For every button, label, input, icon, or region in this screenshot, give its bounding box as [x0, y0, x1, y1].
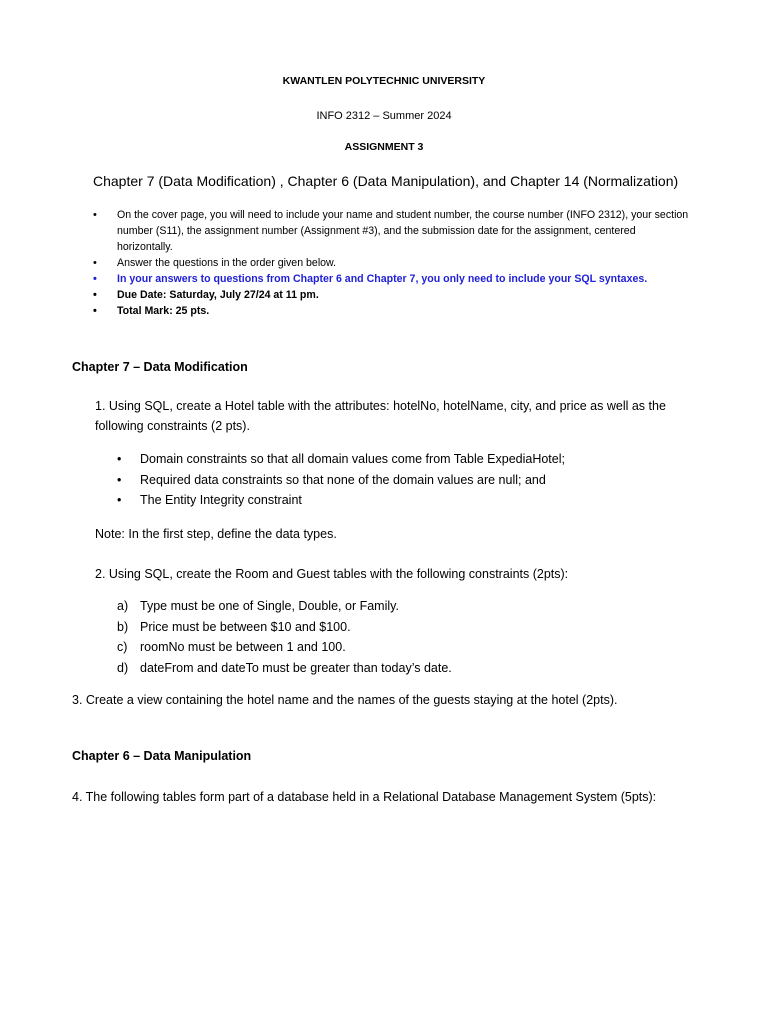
list-marker: d) [117, 660, 129, 675]
list-item-text: roomNo must be between 1 and 100. [140, 640, 346, 654]
course-title: INFO 2312 – Summer 2024 [316, 110, 452, 122]
note-text: Note: In the first step, define the data types. [95, 527, 337, 541]
question-2: 2. Using SQL, create the Room and Guest tables with the following constraints (2pts): [95, 567, 569, 581]
list-marker: c) [117, 640, 128, 654]
instructions-list [93, 207, 693, 319]
chapter7-heading: Chapter 7 – Data Modification [72, 360, 248, 374]
list-item [117, 596, 452, 617]
assignment-title: ASSIGNMENT 3 [344, 141, 424, 153]
question-2-constraints [117, 596, 452, 678]
instruction-item-highlight [93, 271, 693, 287]
chapters-subtitle: Chapter 7 (Data Modification) , Chapter 6 (Data Manipulation), and Chapter 14 (Normalization) [93, 173, 679, 189]
bullet-icon: • [93, 209, 97, 221]
question-4: 4. The following tables form part of a database held in a Relational Database Management System (5pts): [72, 790, 657, 804]
list-item [117, 617, 452, 638]
instruction-text: Due Date: Saturday, July 27/24 at 11 pm. [117, 289, 319, 301]
bullet-icon: • [117, 452, 122, 466]
instruction-text: Total Mark: 25 pts. [117, 305, 210, 317]
list-item-text: The Entity Integrity constraint [140, 493, 302, 507]
chapter6-heading: Chapter 6 – Data Manipulation [72, 749, 252, 763]
bullet-icon: • [93, 289, 97, 301]
list-item [117, 490, 565, 511]
list-marker: a) [117, 599, 129, 613]
question-3: 3. Create a view containing the hotel name and the names of the guests staying at the hotel (2pts). [72, 693, 618, 707]
bullet-icon: • [93, 305, 97, 317]
question-1-bullets [117, 449, 565, 511]
list-item [117, 470, 565, 491]
list-item-text: Required data constraints so that none of the domain values are null; and [140, 472, 546, 487]
instruction-text: On the cover page, you will need to include your name and student number, the course number (INFO 2312), your section number (S11), the assignment number (Assignment #3), and the submission date for the assignment, centered horizontally. [117, 209, 689, 253]
instruction-item [93, 207, 693, 255]
list-item-text: dateFrom and dateTo must be greater than today’s date. [140, 660, 452, 675]
instruction-item-due-date [93, 287, 693, 303]
instruction-text: Answer the questions in the order given below. [117, 257, 337, 269]
instruction-item-total-mark [93, 303, 693, 319]
instruction-item [93, 255, 693, 271]
list-marker: b) [117, 619, 129, 634]
list-item-text: Domain constraints so that all domain values come from Table ExpediaHotel; [140, 452, 565, 466]
list-item [117, 449, 565, 470]
question-1: 1. Using SQL, create a Hotel table with the attributes: hotelNo, hotelName, city, and price as well as the following constraints (2 pts). [95, 399, 666, 433]
list-item [117, 637, 452, 658]
list-item [117, 658, 452, 679]
bullet-icon: • [93, 257, 97, 269]
instruction-text: In your answers to questions from Chapter 6 and Chapter 7, you only need to include your SQL syntaxes. [117, 273, 648, 285]
list-item-text: Type must be one of Single, Double, or Family. [140, 599, 399, 613]
university-name: KWANTLEN POLYTECHNIC UNIVERSITY [282, 75, 486, 87]
list-item-text: Price must be between $10 and $100. [140, 619, 351, 634]
bullet-icon: • [117, 493, 122, 507]
bullet-icon: • [93, 273, 97, 285]
bullet-icon: • [117, 472, 122, 487]
